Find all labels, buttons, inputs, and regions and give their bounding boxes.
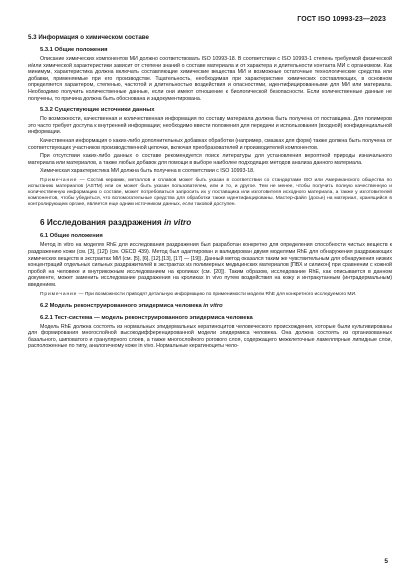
- note: [28, 292, 392, 298]
- paragraph: По возможности, качественная и количественная информация по составу материала должна быть получена от поставщика. Для полимеров это часто требует доступа к внутренней информации; необходимо ввести положения для передачи и использования (входной) конфиденциальной информации.: [28, 116, 392, 136]
- note: [28, 178, 392, 208]
- note-label: Примечание: [40, 291, 78, 297]
- section-5-3-2-heading: 5.3.2 Существующие источники данных: [40, 107, 155, 114]
- standard-code-header: ГОСТ ISO 10993-23—2023: [297, 16, 386, 23]
- paragraph: Описание химических компонентов МИ должно соответствовать ISO 10993-18. В соответствии с ISO 10993-1 степень требуемой физической и/или химической характеристики зависит от степени знаний о составе материала и от характера и длительности контакта МИ с организмом. Как минимум, характеристика должна включать составляющие химические вещества МИ и возможные остаточные технологические средства или добавки, применяемые при его производстве. Тщательность, необходимая при характеристике химических составляющих, в основном определяется характером, степенью, частотой и длительностью воздействия и опасностями, идентифицированными для МИ или материала. Необходимо получить количественные данные, если они имеют отношение к биологической безопасности. Если количественные данные не получены, то причина должна быть обоснована и задокументирована.: [28, 56, 392, 102]
- page-number: 5: [384, 558, 388, 565]
- paragraph: Модель RhE должна состоять из нормальных эпидермальных кератиноцитов человеческого происхождения, которые были культивированы для формирования многослойной высокодифференцированной модели эпидермиса человека. Она должна состоять из организованных базального, шиповатого и гранулярного слоев, а также многослойного рогового слоя, содержащего межклеточные ламеллярные липидные слои, расположенные по типу, аналогичному коже in vivo. Нормальные кератиноциты чело-: [28, 323, 392, 350]
- section-5-3-heading: 5.3 Информация о химическом составе: [28, 34, 149, 41]
- section-6-heading-italic: in vitro: [163, 218, 192, 228]
- section-6-heading-text: 6 Исследования раздражения: [40, 218, 164, 228]
- paragraph: При отсутствии каких-либо данных о составе рекомендуется поиск литературы для установления вероятной природы изначального материала или материалов, а также любых добавок для помощи в выборе наиболее подходящих методов анализа данного материала.: [28, 153, 392, 166]
- section-6-1-heading: 6.1 Общие положения: [40, 233, 103, 240]
- section-6-heading: [40, 218, 392, 228]
- section-6-2-heading-text: 6.2 Модель реконструированного эпидермиса человека: [40, 302, 204, 309]
- paragraph: Химическая характеристика МИ должна быть получена в соответствии с ISO 10993-18.: [40, 168, 255, 175]
- paragraph: Метод in vitro на моделях RhE для исследования раздражения был разработан конкретно для определения способности чистых веществ к раздражению кожи (см. [3], [12]) (см. OECD 439). Метод был адаптирован и валидирован двумя моделями RhE для обнаружения раздражающих химических веществ в экстрактах МИ (см. [5], [6], [12],[13], [17] — [19]). Данный метод оказался таким же чувствительным для обнаружения низких концентраций отдельных сильных раздражителей в экстрактах из полимерных медицинских материалов [ПВХ и силикон] при сравнении с кожной пробой на человеке и внутрикожным исследованием на кроликах (см. [20]). Таким образом, исследование RhE, как описывается в данном документе, может заменить исследование раздражения на кроликах in vivo путем воздействия на кожу и интракутанным (интрадермальным) введением.: [28, 242, 392, 288]
- section-6-2-1-heading: 6.2.1 Тест-система — модель реконструированного эпидермиса человека: [40, 314, 253, 321]
- paragraph: Качественная информация о каких-либо дополнительных добавках обработки (например, смазках для форм) также должна быть получена от соответствующих участников производственной цепочки, включая преобразователей и производителей компонентов.: [28, 137, 392, 151]
- section-6-2-heading: [40, 303, 392, 310]
- note-text: — При возможности приводят детальную информацию по применимости модели RhE для конкретного исследуемого МИ.: [77, 291, 357, 297]
- section-5-3-1-heading: 5.3.1 Общие положения: [40, 47, 108, 53]
- note-label: Примечание: [40, 177, 78, 183]
- note-text: — Состав керамик, металлов и сплавов может быть указан в соответствии со стандартами ISO или Американского общества по испытанию материалов (ASTM) или он может быть указан пользователем, или и то, и другое. Тем не менее, чтобы получить полную качественную и количественную информацию о составе, может потребоваться запросить их у поставщика или изготовителя исходного материала, а также у изготовителей компонентов, чтобы убедиться, что вспомогательные средства для обработки также идентифицированы. Мастер-файл (досье) на материал, хранящийся в контролирующем органе, является еще одним источником данных, если таковой доступен.: [28, 177, 392, 208]
- section-6-2-heading-italic: in vitro: [203, 302, 223, 309]
